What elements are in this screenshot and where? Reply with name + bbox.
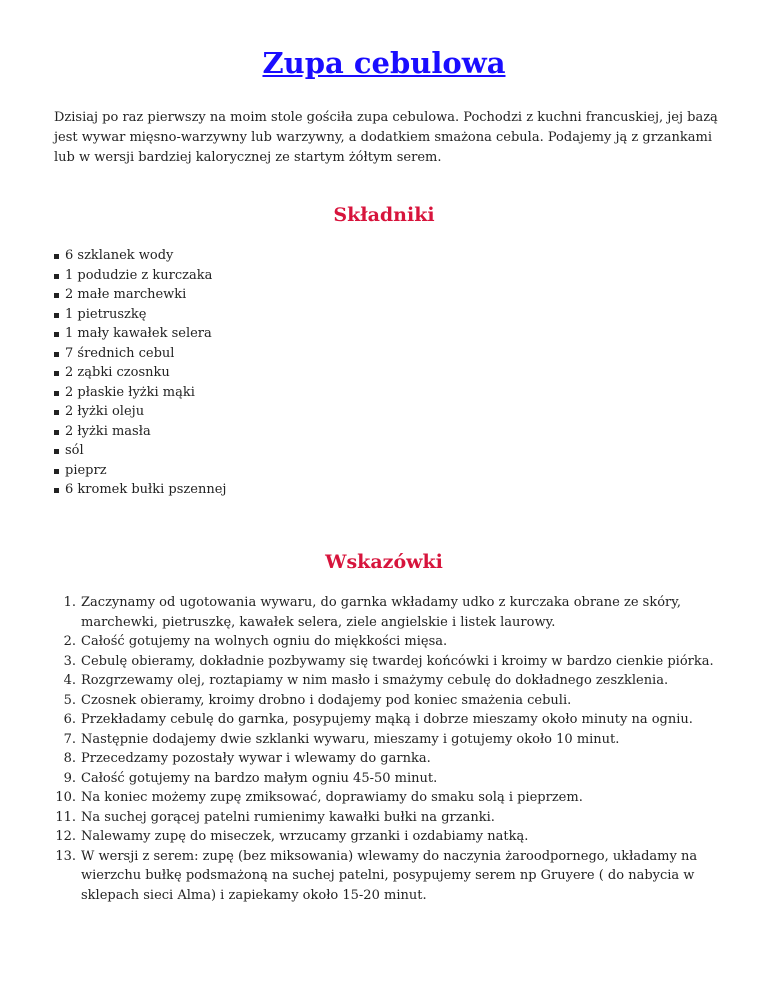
bullet-icon — [54, 313, 59, 318]
ingredient-text: sól — [65, 443, 84, 458]
bullet-icon — [54, 254, 59, 259]
direction-step — [54, 632, 714, 652]
bullet-icon — [54, 352, 59, 357]
step-text: Na suchej gorącej patelni rumienimy kawałki bułki na grzanki. — [81, 809, 495, 825]
ingredient-item — [54, 266, 226, 286]
step-number: 12. — [55, 829, 76, 844]
ingredient-text: 7 średnich cebul — [65, 345, 175, 361]
ingredient-item — [54, 461, 226, 481]
direction-step — [54, 652, 714, 672]
step-number: 13. — [55, 848, 76, 864]
ingredient-item — [54, 285, 226, 305]
directions-list — [54, 593, 714, 905]
ingredient-item — [54, 324, 226, 344]
bullet-icon — [54, 391, 59, 396]
direction-step — [54, 827, 714, 847]
bullet-icon — [54, 332, 59, 337]
direction-step — [54, 593, 714, 632]
step-text: Następnie dodajemy dwie szklanki wywaru, mieszamy i gotujemy około 10 minut. — [81, 731, 620, 747]
ingredients-list — [54, 246, 226, 500]
ingredient-item — [54, 402, 226, 422]
step-number: 8. — [63, 751, 76, 766]
ingredient-item — [54, 344, 226, 364]
direction-step — [54, 847, 714, 906]
direction-step — [54, 788, 714, 808]
direction-step — [54, 808, 714, 828]
ingredient-text: 6 szklanek wody — [65, 248, 174, 263]
step-text: Zaczynamy od ugotowania wywaru, do garnka wkładamy udko z kurczaka obrane ze skóry, marchewki, pietruszkę, kawałek selera, ziele angielskie i listek laurowy. — [81, 595, 682, 630]
ingredient-text: 2 łyżki masła — [65, 423, 151, 439]
direction-step — [54, 749, 714, 769]
step-text: Czosnek obieramy, kroimy drobno i dodajemy pod koniec smażenia cebuli. — [81, 692, 572, 708]
bullet-icon — [54, 430, 59, 435]
ingredients-heading: Składniki — [333, 204, 435, 226]
ingredient-item — [54, 305, 226, 325]
bullet-icon — [54, 371, 59, 376]
step-text: Nalewamy zupę do miseczek, wrzucamy grzanki i ozdabiamy natką. — [81, 829, 529, 844]
bullet-icon — [54, 488, 59, 493]
step-number: 9. — [63, 770, 76, 786]
direction-step — [54, 671, 714, 691]
step-number: 4. — [63, 673, 76, 688]
ingredient-item — [54, 383, 226, 403]
bullet-icon — [54, 449, 59, 454]
step-number: 3. — [63, 653, 76, 669]
bullet-icon — [54, 469, 59, 474]
ingredient-item — [54, 480, 226, 500]
ingredient-text: pieprz — [65, 462, 107, 478]
step-number: 11. — [55, 809, 76, 825]
direction-step — [54, 691, 714, 711]
step-text: Przekładamy cebulę do garnka, posypujemy mąką i dobrze mieszamy około minuty na ogniu. — [81, 712, 693, 727]
ingredient-item — [54, 363, 226, 383]
ingredient-text: 1 mały kawałek selera — [65, 326, 212, 341]
ingredient-text: 2 małe marchewki — [65, 287, 187, 302]
step-text: Cebulę obieramy, dokładnie pozbywamy się twardej końcówki i kroimy w bardzo cienkie piórka. — [81, 653, 714, 669]
ingredient-text: 1 pietruszkę — [65, 306, 147, 322]
ingredient-text: 2 płaskie łyżki mąki — [65, 384, 195, 400]
bullet-icon — [54, 410, 59, 415]
ingredient-item — [54, 441, 226, 461]
ingredient-item — [54, 246, 226, 266]
bullet-icon — [54, 293, 59, 298]
step-number: 5. — [63, 692, 76, 708]
direction-step — [54, 769, 714, 789]
direction-step — [54, 730, 714, 750]
ingredient-text: 2 łyżki oleju — [65, 404, 145, 419]
step-number: 10. — [55, 790, 76, 805]
ingredient-text: 6 kromek bułki pszennej — [65, 482, 227, 497]
intro-paragraph: Dzisiaj po raz pierwszy na moim stole gościła zupa cebulowa. Pochodzi z kuchni francuskiej, jej bazą jest wywar mięsno-warzywny lub warzywny, a dodatkiem smażona cebula. Podajemy ją z grzankami lub w wersji bardziej kalorycznej ze startym żółtym serem. — [54, 110, 718, 165]
step-number: 2. — [63, 634, 76, 649]
step-number: 7. — [63, 731, 76, 747]
ingredient-text: 2 ząbki czosnku — [65, 365, 170, 380]
bullet-icon — [54, 274, 59, 279]
step-text: Całość gotujemy na wolnych ogniu do miękkości mięsa. — [81, 634, 448, 649]
step-number: 6. — [63, 712, 76, 727]
step-text: W wersji z serem: zupę (bez miksowania) wlewamy do naczynia żaroodpornego, układamy na wierzchu bułkę podsmażoną na suchej patelni, posypujemy serem np Gruyere ( do nabycia w sklepach sieci Alma) i zapiekamy około 15-20 minut. — [81, 848, 698, 903]
directions-heading: Wskazówki — [325, 551, 443, 573]
step-text: Na koniec możemy zupę zmiksować, doprawiamy do smaku solą i pieprzem. — [81, 790, 583, 805]
page-title — [0, 44, 768, 82]
title-link[interactable]: Zupa cebulowa — [262, 46, 506, 80]
ingredient-text: 1 podudzie z kurczaka — [65, 267, 213, 283]
ingredient-item — [54, 422, 226, 442]
step-text: Przecedzamy pozostały wywar i wlewamy do garnka. — [81, 751, 431, 766]
step-number: 1. — [63, 595, 76, 610]
step-text: Całość gotujemy na bardzo małym ogniu 45-50 minut. — [81, 770, 438, 786]
step-text: Rozgrzewamy olej, roztapiamy w nim masło i smażymy cebulę do dokładnego zeszklenia. — [81, 673, 669, 688]
direction-step — [54, 710, 714, 730]
